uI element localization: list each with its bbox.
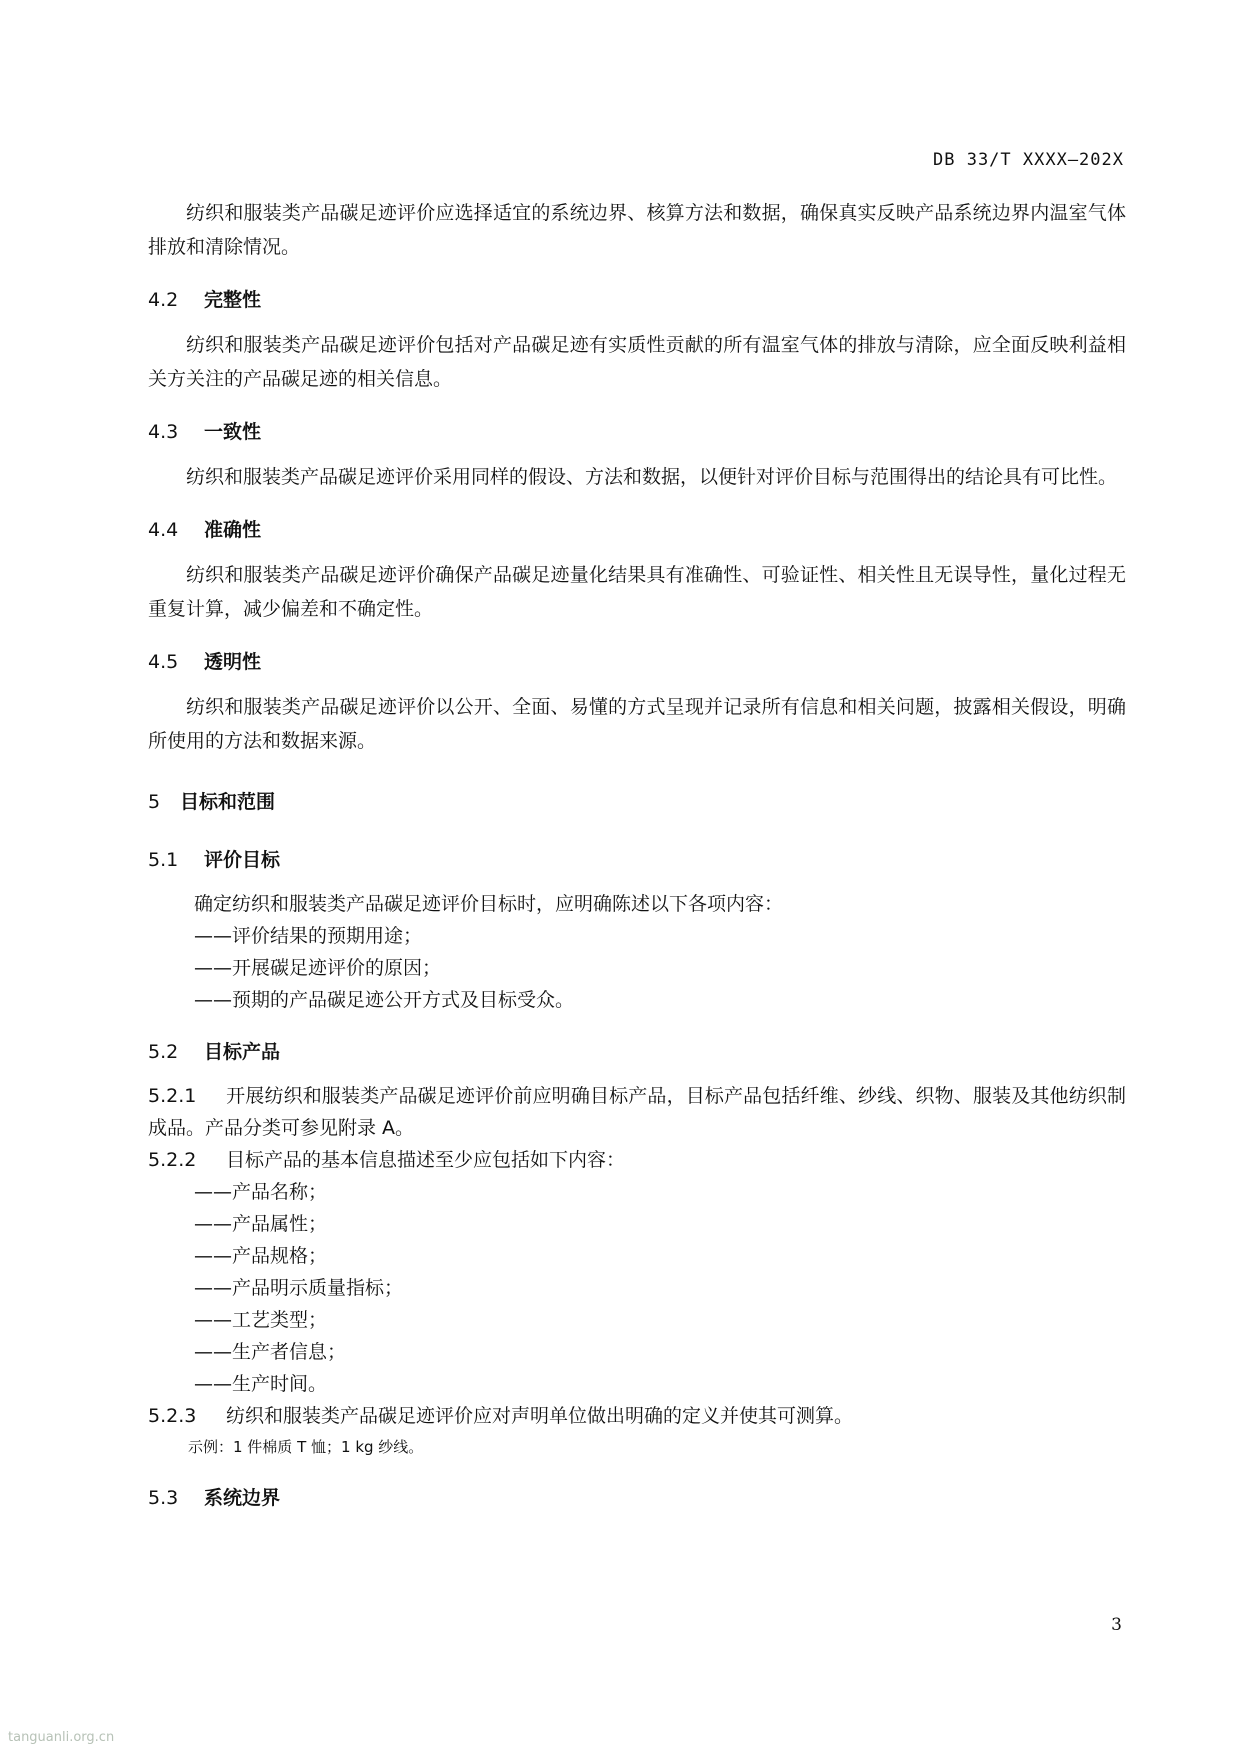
section-number: 5.1	[148, 849, 179, 871]
section-number: 4.4	[148, 519, 179, 541]
section-title: 系统边界	[204, 1487, 281, 1509]
section-number: 4.3	[148, 421, 179, 443]
section-4-4-heading	[148, 516, 1126, 544]
section-title: 完整性	[204, 289, 262, 311]
section-title: 目标产品	[204, 1041, 281, 1063]
list-item: ——生产时间。	[194, 1373, 328, 1395]
page-content	[148, 196, 1126, 1526]
clause-text: 纺织和服装类产品碳足迹评价应对声明单位做出明确的定义并使其可测算。	[226, 1405, 854, 1427]
document-header-id: DB 33/T XXXX—202X	[933, 150, 1124, 170]
section-4-2-text: 纺织和服装类产品碳足迹评价包括对产品碳足迹有实质性贡献的所有温室气体的排放与清除，应全面反映利益相关方关注的产品碳足迹的相关信息。	[148, 334, 1126, 390]
section-4-3-heading	[148, 418, 1126, 446]
list-item: ——评价结果的预期用途；	[194, 925, 423, 947]
section-4-5-text: 纺织和服装类产品碳足迹评价以公开、全面、易懂的方式呈现并记录所有信息和相关问题，披露相关假设，明确所使用的方法和数据来源。	[148, 696, 1126, 752]
section-4-3-text: 纺织和服装类产品碳足迹评价采用同样的假设、方法和数据，以便针对评价目标与范围得出的结论具有可比性。	[186, 466, 1118, 488]
clause-5-2-1	[148, 1080, 1126, 1144]
section-number: 4.2	[148, 289, 179, 311]
section-4-5-heading	[148, 648, 1126, 676]
clause-number: 5.2.3	[148, 1405, 197, 1427]
list-item: ——生产者信息；	[194, 1341, 347, 1363]
list-item: ——开展碳足迹评价的原因；	[194, 957, 442, 979]
list-item: ——产品名称；	[194, 1181, 328, 1203]
section-number: 4.5	[148, 651, 179, 673]
section-4-4-text: 纺织和服装类产品碳足迹评价确保产品碳足迹量化结果具有准确性、可验证性、相关性且无误导性，量化过程无重复计算，减少偏差和不确定性。	[148, 564, 1126, 620]
page-number: 3	[1111, 1615, 1122, 1635]
clause-text: 开展纺织和服装类产品碳足迹评价前应明确目标产品，目标产品包括纤维、纱线、织物、服装及其他纺织制成品。产品分类可参见附录 A。	[148, 1085, 1126, 1139]
section-5-3-heading	[148, 1484, 1126, 1512]
section-number: 5.3	[148, 1487, 179, 1509]
intro-paragraph: 纺织和服装类产品碳足迹评价应选择适宜的系统边界、核算方法和数据，确保真实反映产品系统边界内温室气体排放和清除情况。	[148, 202, 1126, 258]
list-item: ——预期的产品碳足迹公开方式及目标受众。	[194, 989, 575, 1011]
section-title: 准确性	[204, 519, 262, 541]
section-title: 透明性	[204, 651, 262, 673]
section-5-2-heading	[148, 1038, 1126, 1066]
clause-5-2-3	[148, 1400, 1126, 1432]
section-title: 评价目标	[204, 849, 281, 871]
list-item: ——产品明示质量指标；	[194, 1277, 404, 1299]
clause-5-2-2	[148, 1144, 1126, 1176]
example-note: 示例：1 件棉质 T 恤；1 kg 纱线。	[188, 1438, 424, 1456]
watermark-text: tanguanli.org.cn	[8, 1730, 115, 1745]
section-4-2-heading	[148, 286, 1126, 314]
list-item: ——工艺类型；	[194, 1309, 328, 1331]
list-item: ——产品规格；	[194, 1245, 328, 1267]
list-item: ——产品属性；	[194, 1213, 328, 1235]
section-number: 5.2	[148, 1041, 179, 1063]
clause-number: 5.2.1	[148, 1085, 197, 1107]
clause-text: 目标产品的基本信息描述至少应包括如下内容：	[226, 1149, 626, 1171]
section-number: 5	[148, 791, 161, 813]
section-title: 一致性	[204, 421, 262, 443]
section-5-1-heading	[148, 846, 1126, 874]
section-title: 目标和范围	[180, 791, 276, 813]
clause-number: 5.2.2	[148, 1149, 197, 1171]
section-5-heading	[148, 788, 1126, 816]
section-5-1-intro: 确定纺织和服装类产品碳足迹评价目标时，应明确陈述以下各项内容：	[194, 893, 784, 915]
